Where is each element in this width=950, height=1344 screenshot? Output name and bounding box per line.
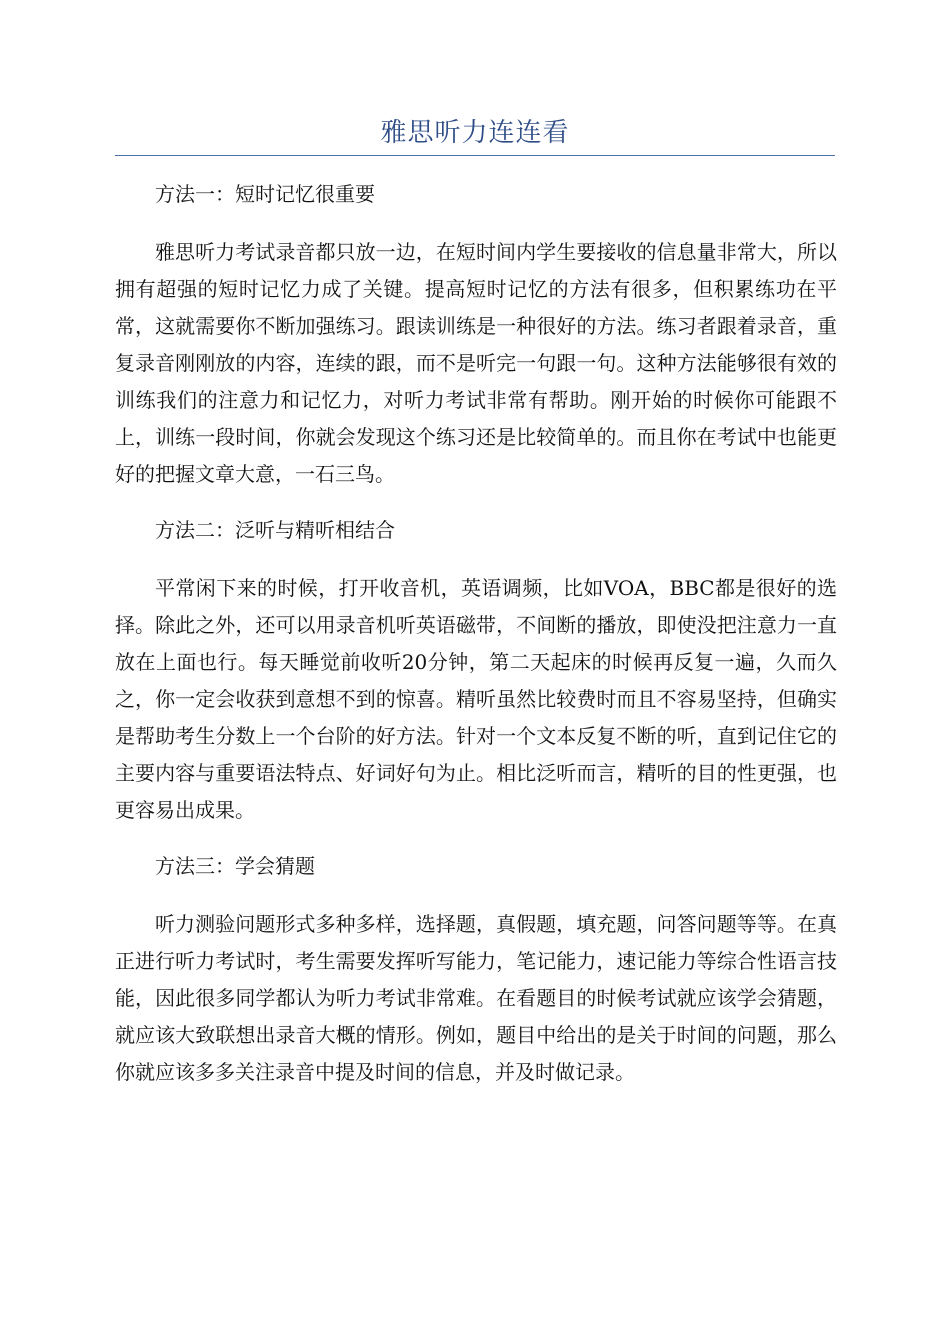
section-heading-method-1: 方法一：短时记忆很重要 — [155, 182, 375, 206]
section-heading-method-2: 方法二：泛听与精听相结合 — [155, 518, 395, 542]
document-body — [115, 172, 837, 1091]
section-heading-method-3: 方法三：学会猜题 — [155, 854, 315, 878]
section-paragraph-method-2: 平常闲下来的时候，打开收音机，英语调频，比如VOA，BBC都是很好的选择。除此之外，还可以用录音机听英语磁带，不间断的播放，即使没把注意力一直放在上面也行。每天睡觉前收听20分钟，第二天起床的时候再反复一遍，久而久之，你一定会收获到意想不到的惊喜。精听虽然比较费时而且不容易坚持，但确实是帮助考生分数上一个台阶的好方法。针对一个文本反复不断的听，直到记住它的主要内容与重要语法特点、好词好句为止。相比泛听而言，精听的目的性更强，也更容易出成果。 — [115, 576, 837, 822]
section-paragraph-method-3: 听力测验问题形式多种多样，选择题，真假题，填充题，问答问题等等。在真正进行听力考试时，考生需要发挥听写能力，笔记能力，速记能力等综合性语言技能，因此很多同学都认为听力考试非常难。在看题目的时候考试就应该学会猜题，就应该大致联想出录音大概的情形。例如，题目中给出的是关于时间的问题，那么你就应该多多关注录音中提及时间的信息，并及时做记录。 — [115, 912, 837, 1084]
title-underline — [115, 155, 835, 156]
document-title: 雅思听力连连看 — [380, 118, 570, 148]
section-paragraph-method-1: 雅思听力考试录音都只放一边，在短时间内学生要接收的信息量非常大，所以拥有超强的短时记忆力成了关键。提高短时记忆的方法有很多，但积累练功在平常，这就需要你不断加强练习。跟读训练是一种很好的方法。练习者跟着录音，重复录音刚刚放的内容，连续的跟，而不是听完一句跟一句。这种方法能够很有效的训练我们的注意力和记忆力，对听力考试非常有帮助。刚开始的时候你可能跟不上，训练一段时间，你就会发现这个练习还是比较简单的。而且你在考试中也能更好的把握文章大意，一石三鸟。 — [115, 240, 837, 486]
